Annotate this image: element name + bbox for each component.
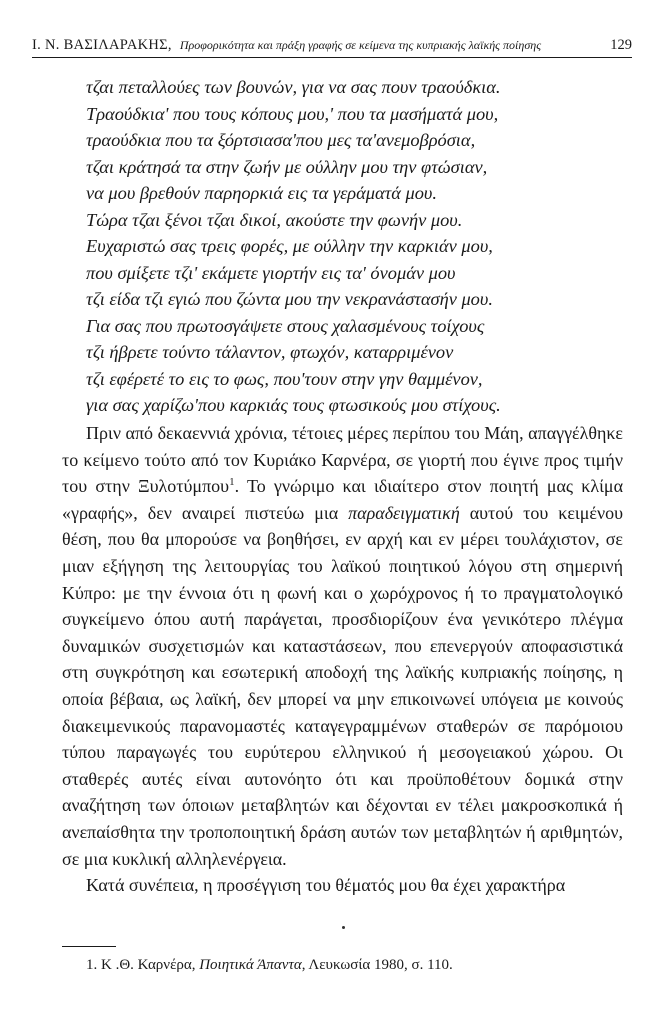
speck-mark: [342, 926, 345, 929]
poem-line: Τώρα τζαι ξένοι τζαι δικοί, ακούστε την φωνήν μου.: [86, 209, 463, 230]
paragraph-1-part-c: αυτού του κειμένου θέση, που θα μπορούσε να βοηθήσει, εν αρχή και εν μέρει τουλάχιστον, σε μιαν εξήγηση της λειτουργίας του λαϊκού ποιητικού λόγου στη σημερινή Κύπρο: με την έννοια ότι η φωνή και ο χωρόχρονος ή το πραγματολογικό συγκείμενο όπου αυτή παράγεται, προσδιορίζουν ένα γενικότερο πλέγμα δυναμικών συσχετισμών και καταστάσεων, που επενεργούν αποφασιστικά στη συγκρότηση και εσωτερική αποδοχή της λαϊκής κυπριακής ποίησης, η οποία βέβαια, ως λαϊκή, δεν μπορεί να μην επικοινωνεί υπόγεια με κοινούς διακειμενικούς παρανομαστές καταγεγραμμένων σταθερών σε παρόμοιου τύπου παραγωγές του ευρύτερου ελληνικού ή μεσογειακού χώρου. Οι σταθερές αυτές είναι αυτονόητο ότι και προϋποθέτουν δομικά στην αναζήτηση των όποιων μεταβλητών και δέχονται εν τέλει μακροσκοπικά ή ανεπαίσθητα την τροποποιητική δράση αυτών των μεταβλητών ή αριθμητών, σε μια κυκλική αλληλενέργεια.: [62, 502, 624, 869]
running-header: [32, 36, 632, 54]
header-title: Προφορικότητα και πράξη γραφής σε κείμενα της κυπριακής λαϊκής ποίησης: [179, 38, 542, 52]
body-text: [62, 420, 623, 899]
poem-line: τραούδκια που τα ξόρτσιασα'που μες τα'ανεμοβρόσια,: [86, 130, 476, 150]
poem-line: τζαι κράτησά τα στην ζωήν με ούλλην μου την φτώσιαν,: [86, 156, 488, 177]
paragraph-2: Κατά συνέπεια, η προσέγγιση του θέματός μου θα έχει χαρακτήρα: [86, 875, 566, 896]
paragraph-1-part-a: Πριν από δεκαεννιά χρόνια, τέτοιες μέρες περίπου του Μάη, απαγγέλθηκε το κείμενο τούτο από τον Κυριάκο Καρνέρα, σε γιορτή που έγινε προς τιμήν του στην Ξυλοτύμπου: [62, 423, 623, 497]
poem-line: για σας χαρίζω'που καρκιάς τους φτωσικούς μου στίχους.: [86, 395, 501, 415]
header-author: Ι. Ν. ΒΑΣΙΛΑΡΑΚΗΣ,: [32, 37, 172, 53]
poem-line: τζι ήβρετε τούντο τάλαντον, φτωχόν, καταρριμένον: [86, 342, 454, 362]
paragraph-1-part-b: . Το γνώριμο και ιδιαίτερο στον ποιητή μας κλίμα «γραφής», δεν αναιρεί πιστεύω μια: [62, 476, 623, 523]
poem-line: να μου βρεθούν παρηορκιά εις τα γεράματά μου.: [86, 183, 437, 203]
italic-term: παραδειγματική: [348, 502, 460, 523]
footnote-rule: [62, 946, 116, 947]
poem-block: [86, 74, 626, 419]
poem-line: τζι είδα τζι εγιώ που ζώντα μου την νεκρανάστασήν μου.: [86, 289, 493, 309]
poem-line: τζαι πεταλλούες των βουνών, για να σας πουν τραούδκια.: [86, 77, 501, 97]
footnote-italic-title: Ποιητικά Άπαντα: [199, 957, 302, 973]
poem-line: που σμίξετε τζι' εκάμετε γιορτήν εις τα' όνομάν μου: [86, 262, 456, 283]
header-rule: [32, 57, 632, 58]
poem-line: Τραούδκια' που τους κόπους μου,' που τα μασήματά μου,: [86, 103, 499, 124]
poem-line: τζι εφέρετέ το εις το φως, που'τουν στην γην θαμμένον,: [86, 368, 483, 389]
poem-line: Για σας που πρωτοσγάψετε στους χαλασμένους τοίχους: [86, 315, 485, 336]
footnote-part-b: , Λευκωσία 1980, σ. 110.: [301, 957, 453, 973]
footnote-ref[interactable]: 1: [229, 476, 235, 489]
footnote-part-a: 1. Κ .Θ. Καρνέρα,: [86, 957, 200, 973]
paragraph-1: [62, 420, 623, 872]
footnote: [86, 955, 626, 975]
page-number: 129: [610, 37, 632, 53]
poem-line: Ευχαριστώ σας τρεις φορές, με ούλλην την καρκιάν μου,: [86, 236, 493, 256]
